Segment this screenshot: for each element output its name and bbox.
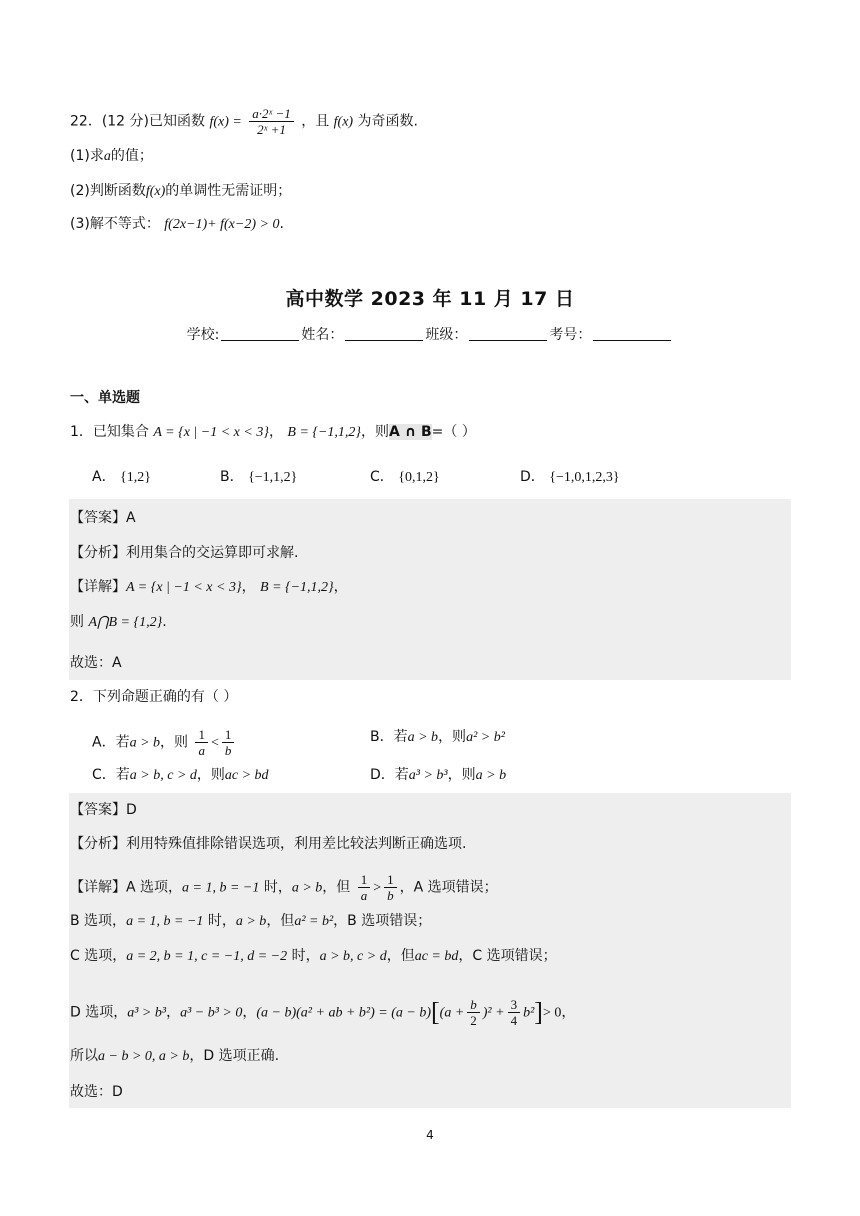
q2-da-end: ，A 选项错误；: [399, 879, 498, 896]
q22-frac-den: 2ˣ +1: [257, 122, 286, 137]
q2-dd-34-den: 4: [510, 1013, 518, 1028]
q2-dd-close-bracket: ]: [534, 997, 543, 1027]
q22-p2-fx: f(x): [145, 184, 166, 199]
q2-d-label: D．若: [370, 767, 409, 783]
q1-stem: [70, 422, 476, 443]
q22-part2: [70, 181, 291, 202]
class-blank[interactable]: [469, 326, 547, 341]
q2-option-a[interactable]: [92, 727, 237, 758]
q2-da-frac2-den: b: [387, 888, 394, 903]
q2-dd-half-den: 2: [470, 1013, 477, 1028]
q1-opt-d-val: {−1,0,1,2,3}: [549, 470, 620, 485]
q2-dd-34-num: 3: [508, 997, 521, 1013]
q1-setB: B = {−1,1,2}: [287, 425, 362, 440]
q2-a-frac1-num: 1: [195, 727, 208, 743]
q2-c-then: ，则: [196, 767, 225, 783]
q22-p3-end: .: [279, 216, 284, 232]
exam-no-blank[interactable]: [593, 326, 671, 341]
q2-da-gt: >: [373, 880, 382, 896]
q22-prefix: 22．(12 分)已知函数: [70, 113, 206, 130]
q2-dd-e1: a³ > b³: [127, 1005, 167, 1021]
q1-opt-c-label: C．: [370, 469, 394, 485]
student-info-row: [0, 324, 860, 344]
q22-fraction: [249, 106, 293, 137]
q1-then-expr: A⋂B = {1,2}: [88, 615, 163, 630]
q1-comma: ，: [268, 424, 283, 440]
q1-option-b[interactable]: [220, 467, 297, 488]
section-heading: 一、单选题: [70, 390, 140, 406]
q2-db-cond: a > b: [235, 914, 267, 929]
q2-dd-open-bracket: [: [430, 997, 440, 1027]
q2-dc-end: ，C 选项错误；: [458, 948, 557, 964]
q2-dd-end: ，: [561, 1004, 576, 1021]
q22-p3-expr: f(2x−1)+ f(x−2) > 0: [164, 217, 280, 232]
q2-db-but: ，但: [266, 913, 295, 929]
q22-line: [70, 106, 418, 137]
name-label: 姓名：: [301, 327, 344, 343]
q2-option-b[interactable]: [370, 727, 505, 748]
q2-a-frac2-den: b: [224, 743, 232, 758]
q2-a-label: A．若: [92, 734, 130, 751]
q2-choose: 故选：D: [70, 1084, 123, 1100]
q1-opt-a-val: {1,2}: [120, 470, 151, 485]
q2-d-expr: a > b: [475, 768, 507, 783]
q2-c-label: C．若: [92, 767, 130, 783]
q2-dd-e3e: > 0: [542, 1005, 562, 1021]
q1-setA: A = {x | −1 < x < 3}: [153, 425, 269, 440]
q2-a-frac2-num: 1: [222, 727, 235, 743]
q1-opt-b-val: {−1,1,2}: [248, 470, 298, 485]
q1-detail-setB: B = {−1,1,2}: [260, 580, 334, 595]
page-title: 高中数学 2023 年 11 月 17 日: [285, 288, 575, 310]
q2-a-lt: <: [210, 735, 219, 751]
q2-da-vals: a = 1, b = −1: [182, 880, 260, 896]
q2-db-label: B 选项，: [70, 913, 127, 929]
q2-answer: 【答案】D: [70, 802, 137, 818]
q2-dd-e3c: )² +: [482, 1005, 505, 1021]
q2-dd-half-num: b: [467, 997, 480, 1013]
q22-part3: [70, 214, 284, 235]
q22-fx: f(x): [333, 114, 354, 130]
q2-dd-e3a: (a − b)(a² + ab + b²) = (a − b): [256, 1005, 431, 1021]
q1-detail: [70, 577, 348, 598]
q2-da-frac2-num: 1: [384, 872, 397, 888]
q2-a-frac1-den: a: [198, 743, 205, 758]
q2-dd-frac-34: [508, 997, 521, 1028]
q1-option-c[interactable]: [370, 467, 440, 488]
q1-option-a[interactable]: [92, 467, 151, 488]
q2-so-end: ，D 选项正确.: [189, 1048, 280, 1064]
q2-a-cond: a > b: [129, 735, 161, 751]
q22-frac-num: a·2ˣ −1: [249, 106, 293, 122]
q2-dc-when: 时，: [291, 948, 320, 964]
q2-dd-e2: a³ − b³ > 0: [180, 1005, 243, 1021]
q22-p3-text: (3)解不等式：: [70, 216, 160, 232]
q2-db-vals: a = 1, b = −1: [126, 914, 204, 929]
q2-d-then: ，则: [447, 767, 476, 783]
q2-b-expr: a² > b²: [466, 730, 505, 745]
q1-text-b: ，则: [361, 424, 390, 440]
q2-detail-d: [70, 997, 575, 1028]
q2-da-frac1-num: 1: [358, 872, 371, 888]
q2-da-frac1: [358, 872, 371, 903]
q2-dc-cond: a > b, c > d: [319, 949, 387, 964]
q22-p1-text-b: 的值；: [110, 148, 153, 164]
q2-da-when: 时，: [263, 879, 292, 896]
q2-detail-c: [70, 946, 557, 967]
class-label: 班级：: [425, 327, 468, 343]
q1-choose: 故选：A: [70, 655, 122, 671]
q2-analysis: 【分析】利用特殊值排除错误选项，利用差比较法判断正确选项.: [70, 836, 467, 852]
q2-da-but: ，但: [322, 879, 351, 896]
q22-p2-text-b: 的单调性无需证明；: [165, 183, 292, 199]
q2-db-when: 时，: [207, 913, 236, 929]
q2-detail-a: [70, 872, 498, 903]
q1-then: [70, 612, 167, 633]
q2-dd-e3d: b²: [523, 1005, 535, 1021]
q1-option-d[interactable]: [520, 467, 620, 488]
q22-suffix-b: 为奇函数.: [357, 113, 418, 130]
q2-dd-sep1: ，: [166, 1004, 181, 1021]
q1-analysis: 【分析】利用集合的交运算即可求解.: [70, 545, 299, 561]
q2-db-end: ，B 选项错误；: [333, 913, 432, 929]
school-blank[interactable]: [221, 326, 299, 341]
q2-b-cond: a > b: [407, 730, 439, 745]
q2-so-label: 所以: [70, 1048, 98, 1064]
q2-a-frac1: [195, 727, 208, 758]
q1-intersection: A ∩ B: [389, 424, 432, 440]
q1-detail-end: ，: [333, 579, 348, 595]
q1-detail-setA: A = {x | −1 < x < 3}: [126, 580, 242, 595]
q2-a-then: ，则: [160, 734, 189, 751]
name-blank[interactable]: [345, 326, 423, 341]
q2-c-expr: ac > bd: [224, 768, 269, 783]
q22-p1-text: (1)求: [70, 148, 104, 164]
q1-detail-label: 【详解】: [70, 579, 126, 595]
q2-c-cond: a > b, c > d: [129, 768, 197, 783]
q2-stem: 2．下列命题正确的有（ ）: [70, 689, 238, 705]
q2-so-expr: a − b > 0, a > b: [98, 1049, 190, 1064]
q1-then-label: 则: [70, 614, 84, 630]
q22-p1-var: a: [103, 149, 111, 164]
q2-dc-vals: a = 2, b = 1, c = −1, d = −2: [126, 949, 288, 964]
q2-dd-label: D 选项，: [70, 1004, 128, 1021]
q2-da-frac1-den: a: [360, 888, 368, 903]
q22-p2-text: (2)判断函数: [70, 183, 146, 199]
q1-text-a: 1．已知集合: [70, 424, 149, 440]
q2-so: [70, 1046, 279, 1067]
q2-dc-but: ，但: [386, 948, 415, 964]
q1-text-c: =（ ）: [431, 424, 476, 440]
q2-db-expr: a² = b²: [294, 914, 334, 929]
q2-da-label: 【详解】A 选项，: [70, 879, 183, 896]
q1-opt-b-label: B．: [220, 469, 244, 485]
exam-no-label: 考号：: [549, 327, 592, 343]
page-number: 4: [426, 1128, 434, 1142]
q22-part1: [70, 146, 153, 167]
q2-d-cond: a³ > b³: [408, 768, 448, 783]
q2-option-d[interactable]: [370, 765, 506, 786]
q2-dd-frac-half: [467, 997, 480, 1028]
q22-suffix-a: ，且: [301, 113, 330, 130]
q1-opt-d-label: D．: [520, 469, 545, 485]
q1-answer: 【答案】A: [70, 510, 136, 526]
q1-then-end: .: [162, 614, 167, 630]
q2-b-then: ，则: [438, 729, 467, 745]
q2-a-frac2: [222, 727, 235, 758]
q1-detail-comma: ，: [241, 579, 256, 595]
q2-da-cond: a > b: [291, 880, 323, 896]
q2-b-label: B．若: [370, 729, 408, 745]
q22-func-lhs: f(x) =: [209, 114, 242, 130]
q2-option-c[interactable]: [92, 765, 269, 786]
q1-opt-a-label: A．: [92, 469, 116, 485]
q2-dd-sep2: ，: [242, 1004, 257, 1021]
q2-detail-b: [70, 911, 431, 932]
q2-dc-expr: ac = bd: [414, 949, 459, 964]
q2-da-frac2: [384, 872, 397, 903]
school-label: 学校:: [186, 327, 220, 343]
q2-dd-e3b: (a +: [439, 1005, 465, 1021]
q2-dc-label: C 选项，: [70, 948, 127, 964]
q1-opt-c-val: {0,1,2}: [398, 470, 440, 485]
